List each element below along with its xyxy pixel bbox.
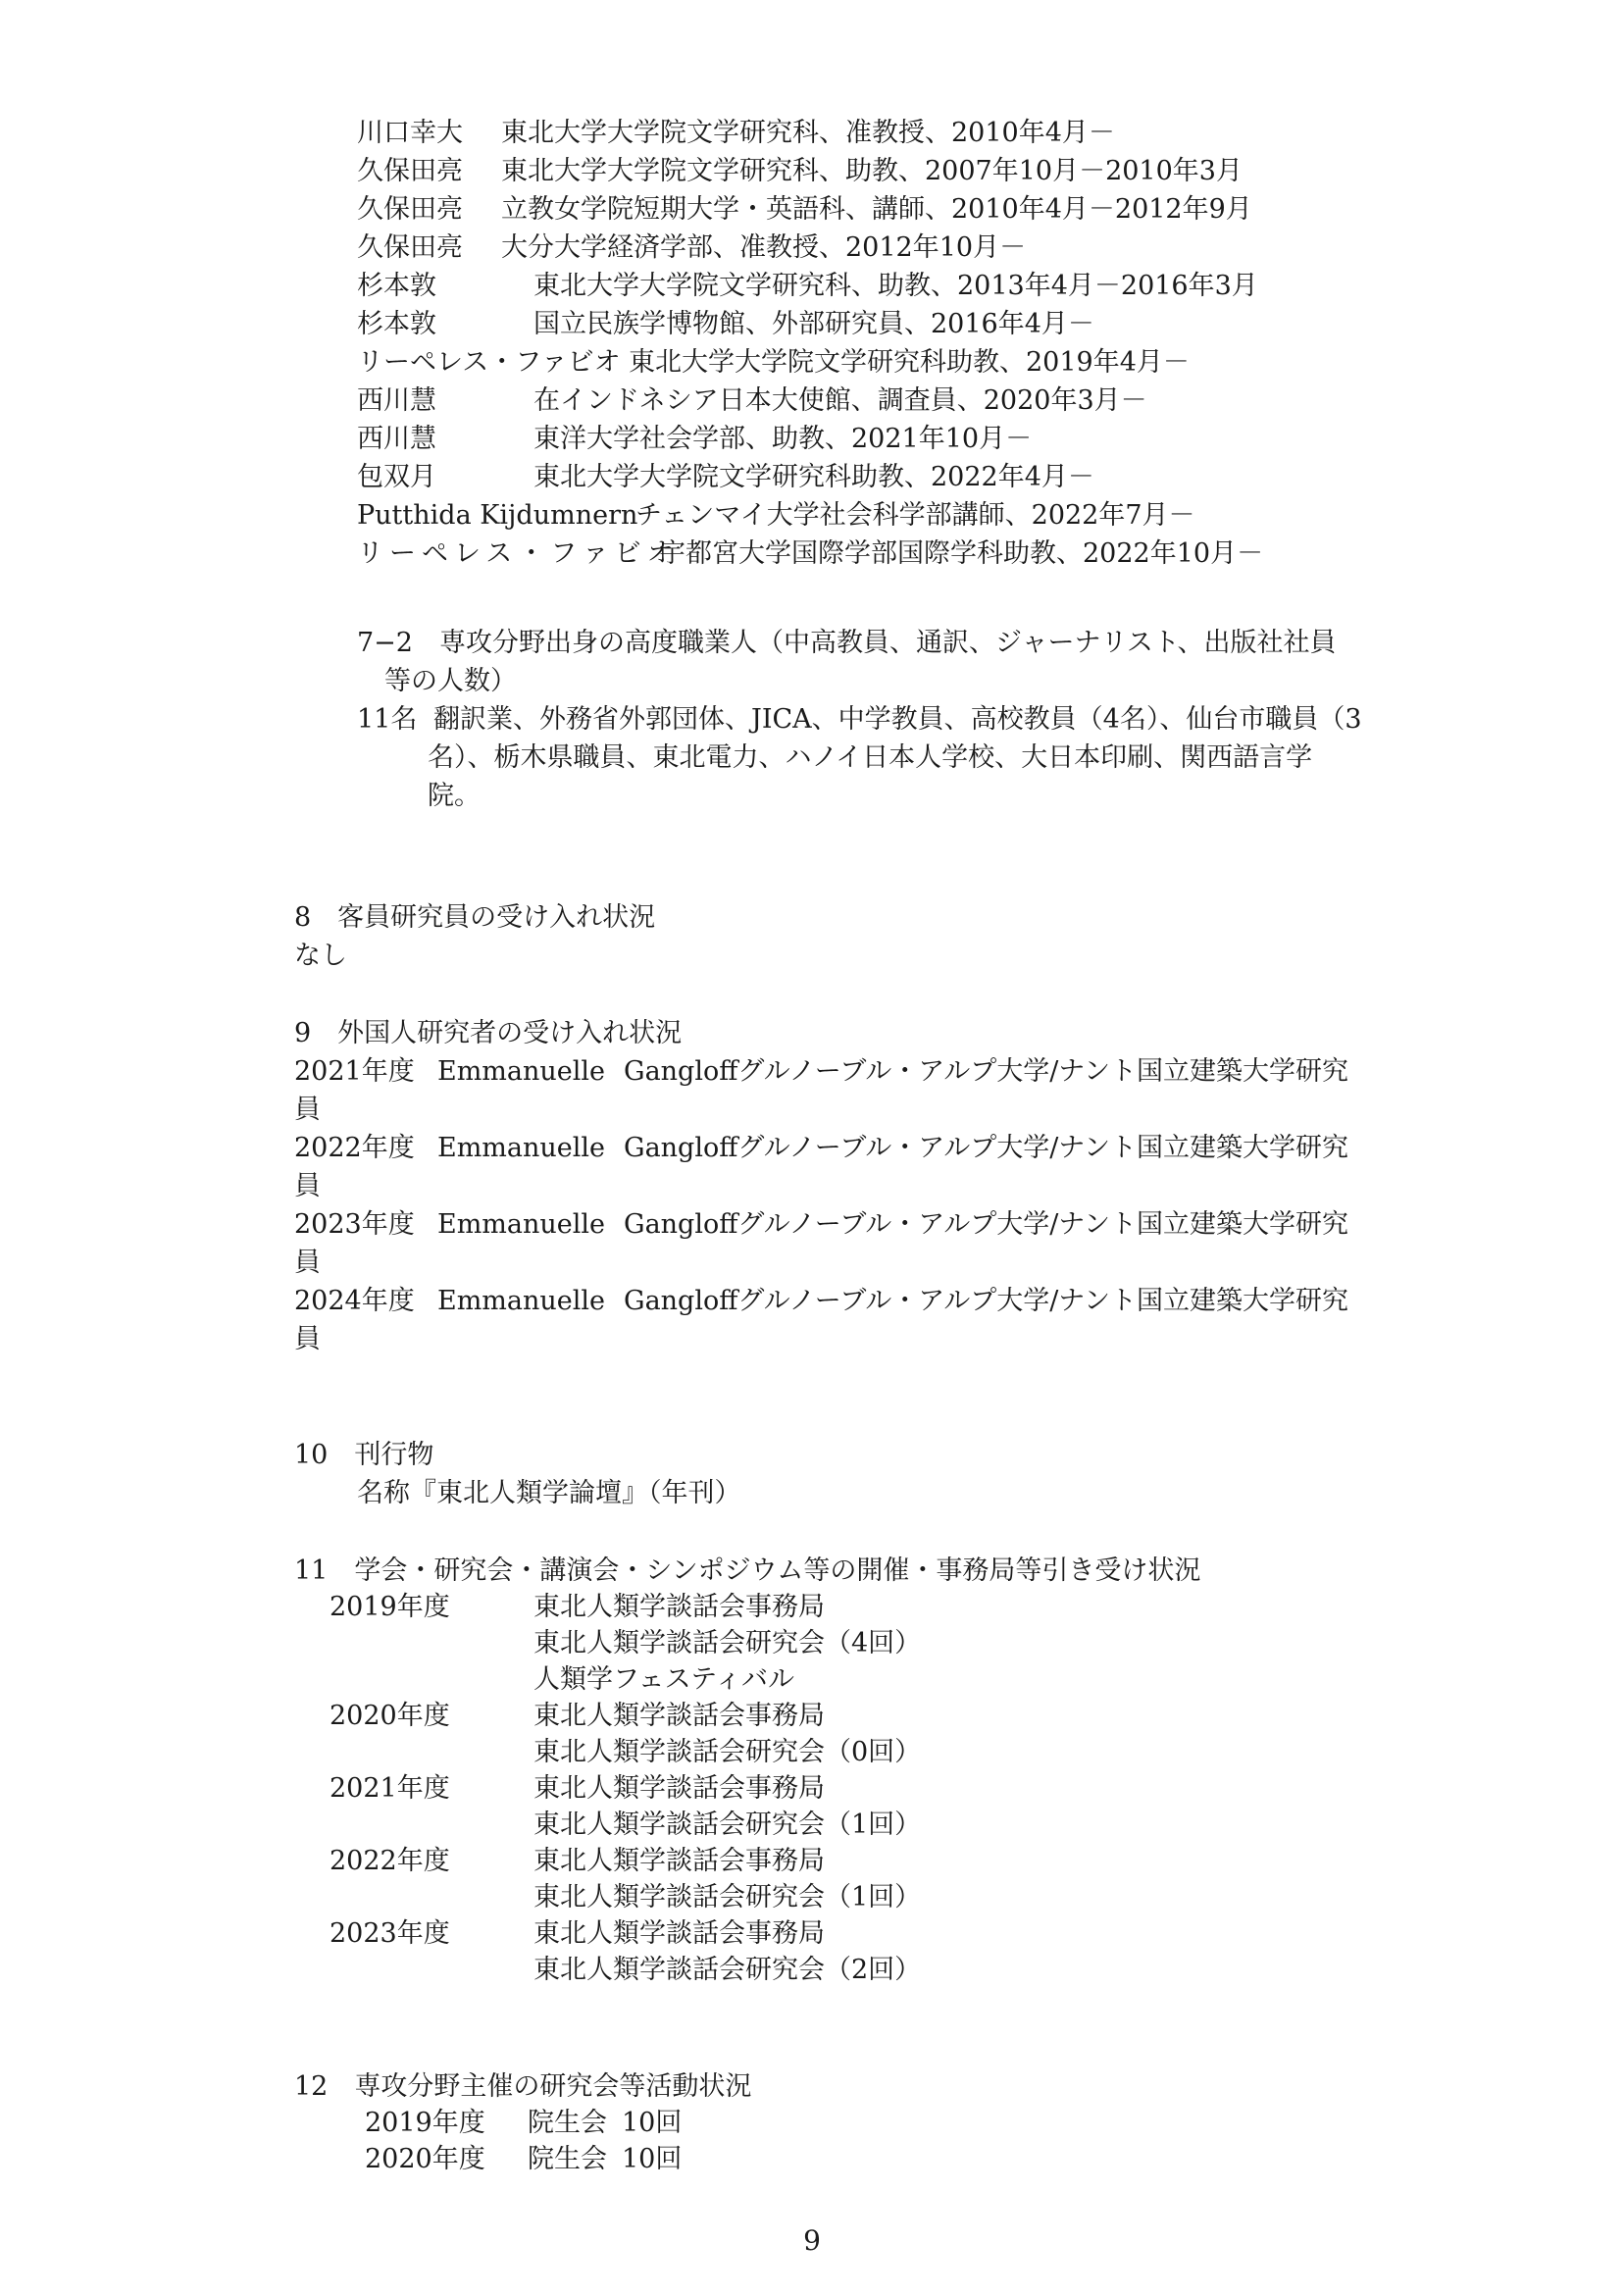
researcher-year: 2023年度: [294, 1209, 415, 1240]
activity-count: 10回: [622, 2108, 683, 2138]
researcher-row: [294, 1207, 1348, 1243]
staff-detail: 東北大学大学院文学研究科助教、2022年4月－: [533, 462, 1094, 492]
staff-row: [357, 269, 1258, 304]
staff-name: 久保田亮: [357, 232, 463, 263]
staff-detail: 東北大学大学院文学研究科、准教授、2010年4月－: [501, 118, 1115, 148]
researcher-row-wrap: 員: [294, 1324, 321, 1354]
staff-row: [357, 154, 1243, 189]
staff-name: 西川慧: [357, 424, 436, 454]
event-year: 2021年度: [330, 1773, 450, 1804]
event-item: 人類学フェスティバル: [533, 1664, 794, 1695]
professional-list-line: 翻訳業、外務省外郭団体、JICA、中学教員、高校教員（4名）、仙台市職員（3: [433, 704, 1362, 735]
researcher-first-name: Emmanuelle: [437, 1209, 606, 1240]
staff-name: 久保田亮: [357, 156, 463, 186]
researcher-row: [294, 1131, 1348, 1166]
event-year: 2019年度: [330, 1592, 450, 1622]
researcher-first-name: Emmanuelle: [437, 1286, 606, 1316]
staff-detail: 在インドネシア日本大使館、調査員、2020年3月－: [533, 385, 1147, 416]
researcher-row-wrap: 員: [294, 1171, 321, 1201]
staff-name: 包双月: [357, 462, 436, 492]
event-item: 東北人類学談話会研究会（2回）: [533, 1955, 922, 1985]
event-year: 2020年度: [330, 1701, 450, 1731]
section-heading: 10 刊行物: [294, 1440, 434, 1470]
section-heading: 9 外国人研究者の受け入れ状況: [294, 1018, 683, 1048]
activity-year: 2019年度: [365, 2108, 485, 2138]
staff-name: 川口幸大: [357, 118, 463, 148]
researcher-row-wrap: 員: [294, 1248, 321, 1278]
section-heading: 11 学会・研究会・講演会・シンポジウム等の開催・事務局等引き受け状況: [294, 1555, 1201, 1586]
staff-row: [357, 307, 1094, 342]
staff-detail: 国立民族学博物館、外部研究員、2016年4月－: [533, 309, 1094, 339]
event-item: 東北人類学談話会事務局: [533, 1701, 825, 1731]
staff-detail: チェンマイ大学社会科学部講師、2022年7月－: [635, 500, 1195, 531]
publication-name: 名称『東北人類学論壇』（年刊）: [357, 1478, 741, 1508]
event-item: 東北人類学談話会事務局: [533, 1846, 825, 1876]
activity-year: 2020年度: [365, 2144, 485, 2174]
professional-list-line: 名）、栃木県職員、東北電力、ハノイ日本人学校、大日本印刷、関西語言学: [428, 742, 1313, 773]
activity-row: [365, 2142, 683, 2177]
staff-row: [357, 230, 1027, 266]
section-body: なし: [294, 941, 347, 971]
staff-row: [357, 422, 1033, 457]
section-heading: 8 客員研究員の受け入れ状況: [294, 902, 656, 933]
event-item: 東北人類学談話会研究会（1回）: [533, 1810, 922, 1840]
researcher-affiliation: Gangloffグルノーブル・アルプ大学/ナント国立建築大学研究: [624, 1286, 1348, 1316]
staff-name: 久保田亮: [357, 194, 463, 225]
activity-name: 院生会: [528, 2108, 607, 2138]
researcher-affiliation: Gangloffグルノーブル・アルプ大学/ナント国立建築大学研究: [624, 1209, 1348, 1240]
section-heading: 12 専攻分野主催の研究会等活動状況: [294, 2071, 752, 2102]
event-item: 東北人類学談話会事務局: [533, 1773, 825, 1804]
researcher-year: 2021年度: [294, 1056, 415, 1087]
event-item: 東北人類学談話会事務局: [533, 1918, 825, 1949]
staff-name: 杉本敦: [357, 271, 436, 301]
researcher-year: 2024年度: [294, 1286, 415, 1316]
event-item: 東北人類学談話会事務局: [533, 1592, 825, 1622]
researcher-affiliation: Gangloffグルノーブル・アルプ大学/ナント国立建築大学研究: [624, 1133, 1348, 1163]
staff-name: リーペレス・ファビオ: [357, 538, 680, 569]
activity-row: [365, 2106, 683, 2141]
staff-detail: 東北大学大学院文学研究科助教、2019年4月－: [629, 347, 1190, 378]
event-year: 2022年度: [330, 1846, 450, 1876]
staff-row: [357, 536, 1264, 572]
staff-name: リーペレス・ファビオ: [357, 347, 621, 378]
staff-row: [357, 383, 1147, 419]
staff-detail: 東洋大学社会学部、助教、2021年10月－: [533, 424, 1033, 454]
event-item: 東北人類学談話会研究会（1回）: [533, 1882, 922, 1912]
staff-detail: 東北大学大学院文学研究科、助教、2007年10月－2010年3月: [501, 156, 1243, 186]
staff-row: [357, 116, 1115, 151]
section-heading-continued: 等の人数）: [384, 666, 517, 696]
researcher-affiliation: Gangloffグルノーブル・アルプ大学/ナント国立建築大学研究: [624, 1056, 1348, 1087]
staff-row: [357, 192, 1252, 228]
event-year: 2023年度: [330, 1918, 450, 1949]
event-item: 東北人類学談話会研究会（4回）: [533, 1628, 922, 1658]
staff-detail: 立教女学院短期大学・英語科、講師、2010年4月－2012年9月: [501, 194, 1252, 225]
researcher-row: [294, 1054, 1348, 1090]
staff-row: [357, 498, 1195, 534]
section-heading: 7−2 専攻分野出身の高度職業人（中高教員、通訳、ジャーナリスト、出版社社員: [357, 628, 1337, 658]
researcher-first-name: Emmanuelle: [437, 1056, 606, 1087]
staff-name: 杉本敦: [357, 309, 436, 339]
professional-list-line: 院。: [428, 781, 481, 811]
staff-detail: 宇都宮大学国際学部国際学科助教、2022年10月－: [659, 538, 1264, 569]
staff-detail: 東北大学大学院文学研究科、助教、2013年4月－2016年3月: [533, 271, 1258, 301]
staff-row: [357, 460, 1094, 495]
activity-count: 10回: [622, 2144, 683, 2174]
page-number: 9: [803, 2224, 821, 2257]
researcher-first-name: Emmanuelle: [437, 1133, 606, 1163]
professional-count: 11名: [357, 704, 418, 735]
staff-name: Putthida Kijdumnern: [357, 500, 638, 531]
researcher-row: [294, 1284, 1348, 1319]
researcher-year: 2022年度: [294, 1133, 415, 1163]
researcher-row-wrap: 員: [294, 1095, 321, 1125]
event-item: 東北人類学談話会研究会（0回）: [533, 1737, 922, 1767]
staff-row: [357, 345, 1190, 381]
staff-detail: 大分大学経済学部、准教授、2012年10月－: [501, 232, 1027, 263]
activity-name: 院生会: [528, 2144, 607, 2174]
staff-name: 西川慧: [357, 385, 436, 416]
